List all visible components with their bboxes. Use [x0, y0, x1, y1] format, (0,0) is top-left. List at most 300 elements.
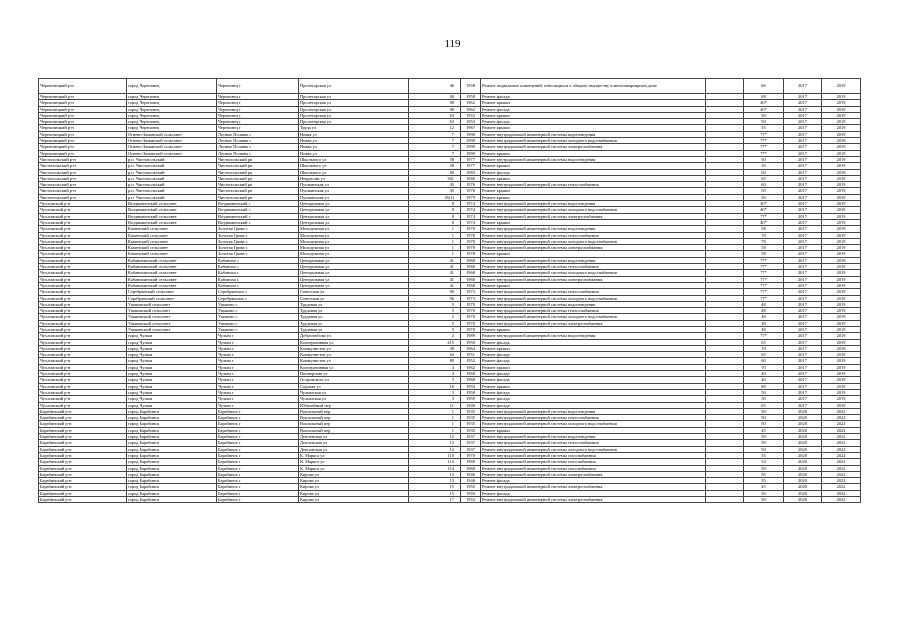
cell-work-type: Ремонт фасада	[481, 490, 706, 496]
cell-municipality: Ушаковский сельсовет	[127, 314, 217, 320]
cell-year-end: 2019	[822, 226, 861, 232]
cell-settlement: Чулым г	[217, 389, 299, 395]
cell-year-start: 2017	[784, 377, 822, 383]
cell-build-year: 1953	[461, 112, 481, 118]
cell-value: 65	[744, 402, 784, 408]
cell-settlement: Барабинск г	[217, 459, 299, 465]
cell-build-year: 1990	[461, 138, 481, 144]
cell-work-type: Ремонт внутридомовой инженерной системы теплоснабжения	[481, 232, 706, 238]
cell-value: 77*	[744, 282, 784, 288]
cell-work-type: Ремонт внутридомовой инженерной системы водоотведения	[481, 333, 706, 339]
cell-street: Коммунистов ул	[299, 352, 409, 358]
cell-house-number: 38	[409, 345, 461, 351]
cell-municipality: город Барабинск	[127, 427, 217, 433]
cell-municipality: р.п. Чистопольский	[127, 175, 217, 181]
cell-year-end: 2022	[822, 427, 861, 433]
cell-street: Новая ул	[299, 131, 409, 137]
cell-work-type: Ремонт крыши	[481, 345, 706, 351]
cell-build-year: 1978	[461, 226, 481, 232]
cell-municipality: р.п. Чистопольский	[127, 163, 217, 169]
cell-year-end: 2019	[822, 377, 861, 383]
cell-house-number: 1	[409, 238, 461, 244]
cell-district: Чухломский р-н	[39, 219, 127, 225]
cell-value: 54	[744, 459, 784, 465]
cell-work-type: Ремонт внутридомовой инженерной системы газоснабжения	[481, 452, 706, 458]
cell-year-end: 2019	[822, 245, 861, 251]
cell-settlement: Чистопольский рп	[217, 194, 299, 200]
cell-district: Чистопольский р-н	[39, 175, 127, 181]
cell-value: 50	[744, 434, 784, 440]
cell-value: 58	[744, 245, 784, 251]
cell-district: Барабинский р-н	[39, 427, 127, 433]
cell-year-end: 2019	[822, 94, 861, 100]
cell-house-number: 15	[409, 490, 461, 496]
cell-value: 50	[744, 446, 784, 452]
cell-build-year: 1979	[461, 194, 481, 200]
cell-work-type: Ремонт внутридомовой инженерной системы водоотведения	[481, 434, 706, 440]
cell-value: 68	[744, 94, 784, 100]
cell-settlement: Золотая Грива с	[217, 226, 299, 232]
cell-district: Череповецкий р-н	[39, 100, 127, 106]
cell-year-end: 2019	[822, 333, 861, 339]
cell-municipality: Кабанихинский сельсовет	[127, 257, 217, 263]
cell-value: 48	[744, 308, 784, 314]
cell-house-number: 1	[409, 251, 461, 257]
cell-year-start: 2017	[784, 264, 822, 270]
cell-work-type: Ремонт внутридомовой инженерной системы теплоснабжения	[481, 415, 706, 421]
cell-value: 45	[744, 484, 784, 490]
cell-municipality: Серебрянский сельсовет	[127, 295, 217, 301]
cell-build-year: 1978	[461, 245, 481, 251]
cell-year-start: 2017	[784, 194, 822, 200]
cell-build-year: 1935	[461, 421, 481, 427]
cell-work-type: Ремонт подвальных помещений, относящихся к общему имуществу в многоквартирном доме	[481, 79, 706, 94]
cell-year-end: 2019	[822, 131, 861, 137]
page-number: 119	[444, 38, 461, 50]
cell-settlement: Череповец г	[217, 106, 299, 112]
cell-value: 65	[744, 339, 784, 345]
cell-build-year: 1935	[461, 427, 481, 433]
cell-house-number: 41	[409, 276, 461, 282]
cell-work-type: Ремонт внутридомовой инженерной системы водоотведения	[481, 257, 706, 263]
cell-street: Островского ул	[299, 377, 409, 383]
cell-value: 50	[744, 490, 784, 496]
cell-street: Коммунистов ул	[299, 358, 409, 364]
cell-municipality: город Череповец	[127, 106, 217, 112]
cell-work-type: Ремонт крыши	[481, 219, 706, 225]
cell-work-type: Ремонт внутридомовой инженерной системы холодного водоснабжения	[481, 314, 706, 320]
cell-work-type: Ремонт внутридомовой инженерной системы холодного водоснабжения	[481, 138, 706, 144]
cell-district: Чистопольский р-н	[39, 163, 127, 169]
cell-year-end: 2022	[822, 446, 861, 452]
cell-build-year: 1989	[461, 333, 481, 339]
cell-value: 50	[744, 440, 784, 446]
cell-year-start: 2017	[784, 201, 822, 207]
cell-year-end: 2022	[822, 465, 861, 471]
cell-district: Череповецкий р-н	[39, 138, 127, 144]
cell-house-number: 12	[409, 434, 461, 440]
cell-settlement: Барабинск г	[217, 408, 299, 414]
cell-house-number: 8	[409, 219, 461, 225]
cell-municipality: город Барабинск	[127, 478, 217, 484]
cell-year-end: 2019	[822, 257, 861, 263]
cell-house-number: 5	[409, 301, 461, 307]
cell-year-end: 2019	[822, 150, 861, 156]
cell-municipality: Кабанихинский сельсовет	[127, 276, 217, 282]
cell-municipality: р.п. Чистопольский	[127, 194, 217, 200]
cell-year-end: 2019	[822, 314, 861, 320]
cell-house-number: 114	[409, 465, 461, 471]
cell-work-type: Ремонт крыши	[481, 175, 706, 181]
cell-year-end: 2022	[822, 421, 861, 427]
cell-house-number: 1	[409, 232, 461, 238]
cell-street: Молодежная ул	[299, 245, 409, 251]
cell-value: 50	[744, 194, 784, 200]
cell-build-year: 1969	[461, 459, 481, 465]
cell-work-type: Ремонт крыши	[481, 112, 706, 118]
cell-municipality: город Барабинск	[127, 484, 217, 490]
cell-work-type: Ремонт внутридомовой инженерной системы теплоснабжения	[481, 264, 706, 270]
cell-settlement: Серебрянское с	[217, 295, 299, 301]
cell-year-start: 2017	[784, 358, 822, 364]
cell-year-end: 2019	[822, 295, 861, 301]
table-body	[39, 79, 861, 503]
cell-district: Барабинский р-н	[39, 421, 127, 427]
cell-year-start: 2017	[784, 251, 822, 257]
cell-year-start: 2020	[784, 478, 822, 484]
cell-settlement: Кабаниха с	[217, 282, 299, 288]
cell-year-end: 2019	[822, 383, 861, 389]
cell-district: Чухломский р-н	[39, 264, 127, 270]
cell-build-year: 1978	[461, 232, 481, 238]
cell-street: Депповская ул	[299, 434, 409, 440]
cell-district: Чухломский р-н	[39, 282, 127, 288]
cell-work-type: Ремонт внутридомовой инженерной системы холодного водоснабжения	[481, 207, 706, 213]
cell-build-year: 1968	[461, 371, 481, 377]
cell-work-type: Ремонт фасада	[481, 352, 706, 358]
cell-year-start: 2020	[784, 415, 822, 421]
cell-street: Центральная ул	[299, 207, 409, 213]
cell-build-year: 1940	[461, 402, 481, 408]
cell-work-type: Ремонт внутридомовой инженерной системы водоотведения	[481, 301, 706, 307]
cell-year-start: 2017	[784, 188, 822, 194]
cell-work-type: Ремонт внутридомовой инженерной системы теплоснабжения	[481, 289, 706, 295]
cell-year-end: 2019	[822, 251, 861, 257]
cell-street: Кирова ул	[299, 478, 409, 484]
cell-build-year: 1951	[461, 352, 481, 358]
cell-year-end: 2019	[822, 289, 861, 295]
cell-house-number: 361	[409, 175, 461, 181]
cell-settlement: Ушаково с	[217, 314, 299, 320]
cell-house-number: 41	[409, 264, 461, 270]
cell-build-year: 1978	[461, 251, 481, 257]
cell-year-start: 2017	[784, 175, 822, 181]
cell-year-start: 2017	[784, 245, 822, 251]
cell-street: Некрасова ул	[299, 175, 409, 181]
cell-settlement: Лесные Поляны с	[217, 138, 299, 144]
cell-build-year: 1937	[461, 440, 481, 446]
cell-municipality: Воздвиженский сельсовет	[127, 213, 217, 219]
cell-build-year: 1937	[461, 434, 481, 440]
cell-street: Трудовая ул	[299, 301, 409, 307]
cell-year-end: 2019	[822, 156, 861, 162]
cell-house-number: 45(1)	[409, 194, 461, 200]
cell-district: Чистопольский р-н	[39, 169, 127, 175]
cell-build-year: 1968	[461, 270, 481, 276]
cell-value: 50	[744, 188, 784, 194]
cell-work-type: Ремонт крыши	[481, 364, 706, 370]
cell-settlement: Кабаниха с	[217, 264, 299, 270]
cell-district: Чухломский р-н	[39, 402, 127, 408]
cell-settlement: Ушаково с	[217, 320, 299, 326]
cell-build-year: 1990	[461, 150, 481, 156]
cell-street: Трудовая ул	[299, 326, 409, 332]
cell-municipality: Ушаковский сельсовет	[127, 326, 217, 332]
cell-district: Барабинский р-н	[39, 459, 127, 465]
cell-work-type: Ремонт внутридомовой инженерной системы теплоснабжения	[481, 182, 706, 188]
cell-build-year: 1968	[461, 465, 481, 471]
cell-municipality: Огнево-Заманской сельсовет	[127, 144, 217, 150]
cell-work-type: Ремонт крыши	[481, 383, 706, 389]
cell-work-type: Ремонт фасада	[481, 396, 706, 402]
cell-value: 48	[744, 314, 784, 320]
cell-house-number: 1	[409, 245, 461, 251]
cell-municipality: город Чулым	[127, 396, 217, 402]
cell-build-year: 1950	[461, 484, 481, 490]
cell-district: Череповецкий р-н	[39, 144, 127, 150]
cell-street: Кирова ул	[299, 471, 409, 477]
cell-year-end: 2019	[822, 396, 861, 402]
capital-repair-table	[38, 78, 861, 503]
cell-year-start: 2017	[784, 339, 822, 345]
cell-year-end: 2019	[822, 270, 861, 276]
cell-value: 40*	[744, 100, 784, 106]
cell-value: 50	[744, 112, 784, 118]
cell-work-type: Ремонт внутридомовой инженерной системы электроснабжения	[481, 276, 706, 282]
cell-settlement: Кабаниха с	[217, 276, 299, 282]
cell-year-end: 2019	[822, 301, 861, 307]
cell-value: 60	[744, 182, 784, 188]
cell-year-start: 2017	[784, 125, 822, 131]
cell-settlement: Чулым г	[217, 402, 299, 408]
cell-year-start: 2020	[784, 497, 822, 503]
cell-house-number: 1	[409, 415, 461, 421]
cell-district: Чухломский р-н	[39, 270, 127, 276]
cell-value: 48	[744, 326, 784, 332]
cell-build-year: 1967	[461, 125, 481, 131]
cell-work-type: Ремонт внутридомовой инженерной системы газоснабжения	[481, 459, 706, 465]
cell-settlement: Воздвиженский с	[217, 219, 299, 225]
cell-street: Чулымская ул	[299, 396, 409, 402]
cell-municipality: город Барабинск	[127, 452, 217, 458]
cell-municipality: город Чулым	[127, 339, 217, 345]
cell-build-year: 1970	[461, 314, 481, 320]
cell-street: Вокзальный пер	[299, 415, 409, 421]
cell-value: 60	[744, 358, 784, 364]
cell-district: Череповецкий р-н	[39, 125, 127, 131]
cell-year-start: 2020	[784, 484, 822, 490]
cell-year-end: 2019	[822, 188, 861, 194]
cell-year-start: 2017	[784, 301, 822, 307]
cell-year-start: 2020	[784, 459, 822, 465]
cell-value: 58	[744, 226, 784, 232]
cell-value: 60	[744, 169, 784, 175]
cell-municipality: город Барабинск	[127, 471, 217, 477]
cell-municipality: Каменский сельсовет	[127, 238, 217, 244]
cell-build-year: 1977	[461, 163, 481, 169]
cell-work-type: Ремонт внутридомовой инженерной системы холодного водоснабжения	[481, 270, 706, 276]
cell-value: 50	[744, 471, 784, 477]
cell-district: Чухломский р-н	[39, 232, 127, 238]
cell-year-end: 2019	[822, 100, 861, 106]
cell-work-type: Ремонт фасада	[481, 106, 706, 112]
cell-district: Чухломский р-н	[39, 207, 127, 213]
cell-build-year: 1968	[461, 264, 481, 270]
cell-work-type: Ремонт внутридомовой инженерной системы электроснабжения	[481, 471, 706, 477]
cell-district: Барабинский р-н	[39, 408, 127, 414]
cell-value: 55	[744, 125, 784, 131]
cell-district: Чистопольский р-н	[39, 156, 127, 162]
cell-municipality: город Барабинск	[127, 440, 217, 446]
cell-value: 77*	[744, 289, 784, 295]
cell-blank	[706, 497, 744, 503]
cell-build-year: 1968	[461, 276, 481, 282]
cell-year-end: 2022	[822, 484, 861, 490]
cell-municipality: город Череповец	[127, 112, 217, 118]
cell-district: Барабинский р-н	[39, 440, 127, 446]
cell-street: Вокзальный пер	[299, 427, 409, 433]
cell-street: Центральная ул	[299, 282, 409, 288]
cell-value: 40*	[744, 201, 784, 207]
cell-year-start: 2020	[784, 421, 822, 427]
cell-settlement: Чулым г	[217, 333, 299, 339]
cell-district: Чухломский р-н	[39, 257, 127, 263]
cell-build-year: 1970	[461, 326, 481, 332]
cell-year-end: 2022	[822, 459, 861, 465]
cell-street: Новая ул	[299, 138, 409, 144]
cell-year-end: 2019	[822, 308, 861, 314]
cell-settlement: Барабинск г	[217, 446, 299, 452]
cell-build-year: 1946	[461, 478, 481, 484]
cell-street: Советская ул	[299, 295, 409, 301]
cell-street: Депповская ул	[299, 446, 409, 452]
cell-value: 80	[744, 383, 784, 389]
cell-municipality: Каменский сельсовет	[127, 245, 217, 251]
cell-year-start: 2017	[784, 282, 822, 288]
cell-year-end: 2019	[822, 326, 861, 332]
cell-settlement: Золотая Грива с	[217, 251, 299, 257]
cell-street: Пролетарская ул	[299, 100, 409, 106]
cell-settlement: Череповец г	[217, 119, 299, 125]
cell-street: Школьного ул	[299, 163, 409, 169]
cell-settlement: Чулым г	[217, 383, 299, 389]
cell-house-number: 4	[409, 371, 461, 377]
cell-year-start: 2017	[784, 345, 822, 351]
cell-district: Барабинский р-н	[39, 490, 127, 496]
cell-settlement: Чистопольский рп	[217, 182, 299, 188]
cell-house-number: 41	[409, 270, 461, 276]
cell-settlement: Барабинск г	[217, 415, 299, 421]
cell-year-start: 2017	[784, 213, 822, 219]
cell-year-end: 2019	[822, 201, 861, 207]
cell-value: 77*	[744, 295, 784, 301]
cell-work-type: Ремонт внутридомовой инженерной системы электроснабжения	[481, 245, 706, 251]
cell-work-type: Ремонт фасада	[481, 478, 706, 484]
cell-build-year: 1976	[461, 182, 481, 188]
cell-year-end: 2019	[822, 112, 861, 118]
cell-build-year: 1990	[461, 131, 481, 137]
cell-value: 40*	[744, 106, 784, 112]
cell-municipality: Ушаковский сельсовет	[127, 320, 217, 326]
cell-house-number: 40	[409, 79, 461, 94]
cell-build-year: 1950	[461, 339, 481, 345]
cell-settlement: Лесные Поляны с	[217, 150, 299, 156]
cell-settlement: Чулым г	[217, 352, 299, 358]
cell-municipality: город Чулым	[127, 383, 217, 389]
cell-settlement: Ушаково с	[217, 326, 299, 332]
cell-year-start: 2017	[784, 144, 822, 150]
cell-settlement: Барабинск г	[217, 478, 299, 484]
cell-municipality: город Барабинск	[127, 490, 217, 496]
cell-work-type: Ремонт крыши	[481, 427, 706, 433]
cell-work-type: Ремонт внутридомовой инженерной системы водоотведения	[481, 408, 706, 414]
cell-year-start: 2020	[784, 440, 822, 446]
cell-year-end: 2019	[822, 402, 861, 408]
cell-build-year: 1962	[461, 106, 481, 112]
cell-municipality: Воздвиженский сельсовет	[127, 207, 217, 213]
cell-house-number: 11	[409, 402, 461, 408]
cell-build-year: 1962	[461, 364, 481, 370]
cell-street: Новая ул	[299, 150, 409, 156]
cell-build-year: 1994	[461, 383, 481, 389]
cell-municipality: город Чулым	[127, 358, 217, 364]
cell-year-start: 2017	[784, 402, 822, 408]
cell-build-year: 1970	[461, 320, 481, 326]
cell-year-start: 2017	[784, 94, 822, 100]
cell-year-start: 2017	[784, 163, 822, 169]
cell-build-year: 1970	[461, 308, 481, 314]
cell-year-start: 2017	[784, 219, 822, 225]
cell-value: 40*	[744, 219, 784, 225]
cell-district: Барабинский р-н	[39, 484, 127, 490]
cell-settlement: Лесные Поляны с	[217, 144, 299, 150]
cell-house-number: 80	[409, 358, 461, 364]
cell-house-number: 41	[409, 257, 461, 263]
cell-street: Пушкинская ул	[299, 188, 409, 194]
cell-street: Советская ул	[299, 289, 409, 295]
cell-build-year: 1978	[461, 238, 481, 244]
cell-year-start: 2020	[784, 490, 822, 496]
cell-street: Центральная ул	[299, 270, 409, 276]
cell-municipality: город Череповец	[127, 119, 217, 125]
cell-build-year: 1977	[461, 156, 481, 162]
cell-work-type: Ремонт фасада	[481, 371, 706, 377]
cell-district: Чухломский р-н	[39, 333, 127, 339]
cell-year-end: 2022	[822, 471, 861, 477]
cell-house-number: 12	[409, 446, 461, 452]
cell-street: Центральная ул	[299, 276, 409, 282]
cell-house-number: 8	[409, 201, 461, 207]
cell-value: 50	[744, 156, 784, 162]
cell-house-number: 1	[409, 421, 461, 427]
cell-district: Чухломский р-н	[39, 352, 127, 358]
cell-value: 77*	[744, 276, 784, 282]
cell-municipality: р.п. Чистопольский	[127, 182, 217, 188]
cell-settlement: Чулым г	[217, 371, 299, 377]
cell-settlement: Барабинск г	[217, 465, 299, 471]
cell-year-end: 2022	[822, 490, 861, 496]
cell-house-number: 96	[409, 289, 461, 295]
